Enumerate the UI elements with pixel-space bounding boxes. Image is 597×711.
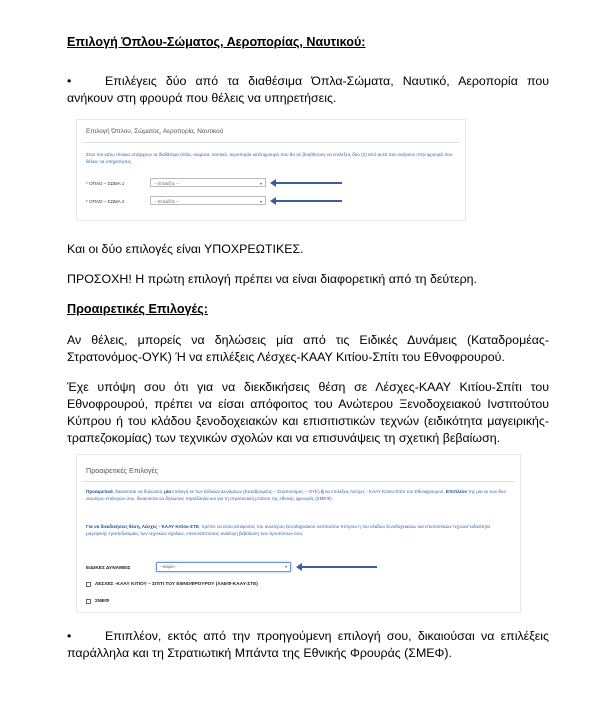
lesxes-checkbox-label: ΛΕΣΧΕΣ -ΚΑΑΥ ΚΙΤΙΟΥ – ΣΠΙΤΙ ΤΟΥ ΕΘΝΟΦΡΟΥΡΟΥ (ΛΑΕΦ-ΚΑΑΥ-ΣΤΕ) (95, 582, 258, 587)
divider (82, 142, 460, 143)
panel-title: Προαιρετικές Επιλογές (86, 466, 159, 475)
attention-note: ΠΡΟΣΟΧΗ! Η πρώτη επιλογή πρέπει να είναι διαφορετική από τη δεύτερη. (67, 272, 477, 286)
info-text: να επιλέξεις Λέσχες - ΚΑΑΥ Κιτίου-Σπίτι του Εθνοφρουρού. (323, 489, 446, 494)
arrow-left-icon (275, 200, 342, 202)
emphasis-text: Επιπλέον (445, 489, 468, 494)
smef-checkbox-label: ΣΜΕΦ (95, 599, 110, 604)
bullet-paragraph-smef (67, 628, 549, 662)
lesxes-checkbox[interactable] (86, 582, 91, 587)
bullet-icon: • (67, 74, 72, 88)
bullet-text: Επιλέγεις δύο από τα διαθέσιμα Όπλα-Σώματα, Ναυτικό, Αεροπορία που ανήκουν στη φρουρά που θέλεις να υπηρετήσεις. (67, 74, 549, 105)
special-forces-select-value: --καμία-- (160, 564, 177, 569)
weapon-selection-screenshot (77, 120, 465, 220)
info-text: , πρέπει να είσαι απόφοιτος του ανωτέρου ξενοδοχειακού ινστιτούτου Κύπρου η του κλάδου ξενοδοχειακών και επισιτιστικών τεχνών/ ειδικότητα μαγειρικής-τραπεζοκομίας των τεχνικών σχολών, επισυνάπτοντας ανάλογη βεβαίωση των προσόντων σου. (86, 524, 491, 536)
lesxes-requirements-paragraph: Έχε υπόψη σου ότι για να διεκδικήσεις θέση σε Λέσχες-ΚΑΑΥ Κιτίου-Σπίτι του Εθνοφρουρού, πρέπει να είσαι απόφοιτος του Ανώτερου Ξενοδοχειακού Ινστιτούτου Κύπρου ή του κλάδου ξενοδοχειακών και επισιτιστικών τεχνών (ειδικότητα μαγειρικής-τραπεζοκομίας) των τεχνικών σχολών και να επισυνάψεις τη σχετική βεβαίωση. (67, 380, 549, 445)
info-text: ,δικαιούσαι να δηλώσεις (112, 489, 165, 494)
optional-paragraph: Αν θέλεις, μπορείς να δηλώσεις μία από τις Ειδικές Δυνάμεις (Καταδρομέας-Στρατονόμος-ΟΥΚ) Ή να επιλέξεις Λέσχες-ΚΑΑΥ Κιτίου-Σπίτι του Εθνοφρουρού. (67, 333, 549, 364)
chevron-down-icon: ▾ (284, 564, 287, 569)
weapon-2-select-value: -- Επιλέξτε -- (154, 199, 180, 204)
divider (82, 481, 515, 482)
arrow-left-icon (301, 566, 377, 568)
chevron-down-icon: ▾ (259, 181, 262, 186)
emphasis-text: μία (164, 489, 172, 494)
weapon-1-label: * ΟΠΛΟ – ΣΩΜΑ 1 (86, 181, 125, 186)
section-heading-weapon-selection: Επιλογή Όπλου-Σώματος, Αεροπορίας, Ναυτικού: (67, 35, 366, 49)
bullet-paragraph-choose-two (67, 73, 549, 107)
section-heading-optional: Προαιρετικές Επιλογές: (67, 302, 208, 316)
chevron-down-icon: ▾ (259, 199, 262, 204)
weapon-1-select[interactable] (150, 178, 266, 187)
lesxes-info-text (86, 524, 511, 538)
optional-choices-screenshot (77, 455, 520, 612)
weapon-1-select-value: -- Επιλέξτε -- (154, 181, 180, 186)
arrow-left-icon (275, 182, 342, 184)
weapon-2-label: * ΟΠΛΟ – ΣΩΜΑ 2 (86, 199, 125, 204)
bullet-icon: • (67, 629, 72, 643)
smef-checkbox[interactable] (86, 599, 91, 604)
mandatory-note: Και οι δύο επιλογές είναι ΥΠΟΧΡΕΩΤΙΚΕΣ. (67, 242, 304, 256)
info-text: της μια εκ των δυο ανωτέρω επιλογών σου, δικαιούσαι να δηλώσεις παράλληλα και για τη στρατιωτική μπάντα της εθνικής φρουράς (ΣΜΕΦ). (86, 489, 506, 501)
bullet-text: Επιπλέον, εκτός από την προηγούμενη επιλογή σου, δικαιούσαι να επιλέξεις παράλληλα και τη Στρατιωτική Μπάντα της Εθνικής Φρουράς (ΣΜΕΦ). (67, 629, 549, 660)
panel-description: Στον πιο κάτω πίνακα υπάρχουν τα διαθέσιμα όπλα, σώματα, ναυτικό, αεροπορία κατά φρουρά που θα σε βοηθήσουν να επιλέξεις δύο (2) από αυτά που ανήκουν στην φρουρά που θέλεις να υπηρετήσεις. (86, 152, 453, 164)
emphasis-text: Προαιρετικά (86, 489, 113, 494)
emphasis-text: ή (320, 489, 324, 494)
special-forces-label: ΕΙΔΙΚΕΣ ΔΥΝΑΜΕΙΣ (86, 566, 131, 571)
special-forces-select[interactable] (156, 562, 291, 572)
info-text: επιλογή εκ των Ειδικών Δυνάμεων (Καταδρομέας – Στρατονόμος – ΟΥΚ) (171, 489, 321, 494)
emphasis-text: Για να διεκδικήσεις θέση, Λέσχες - ΚΑΑΥ Κιτίου-ΣΤΕ (86, 524, 199, 529)
optional-info-text (86, 489, 511, 503)
panel-title: Επιλογή Όπλου, Σώματος, Αεροπορία, Ναυτικού (86, 128, 224, 135)
weapon-2-select[interactable] (150, 196, 266, 205)
